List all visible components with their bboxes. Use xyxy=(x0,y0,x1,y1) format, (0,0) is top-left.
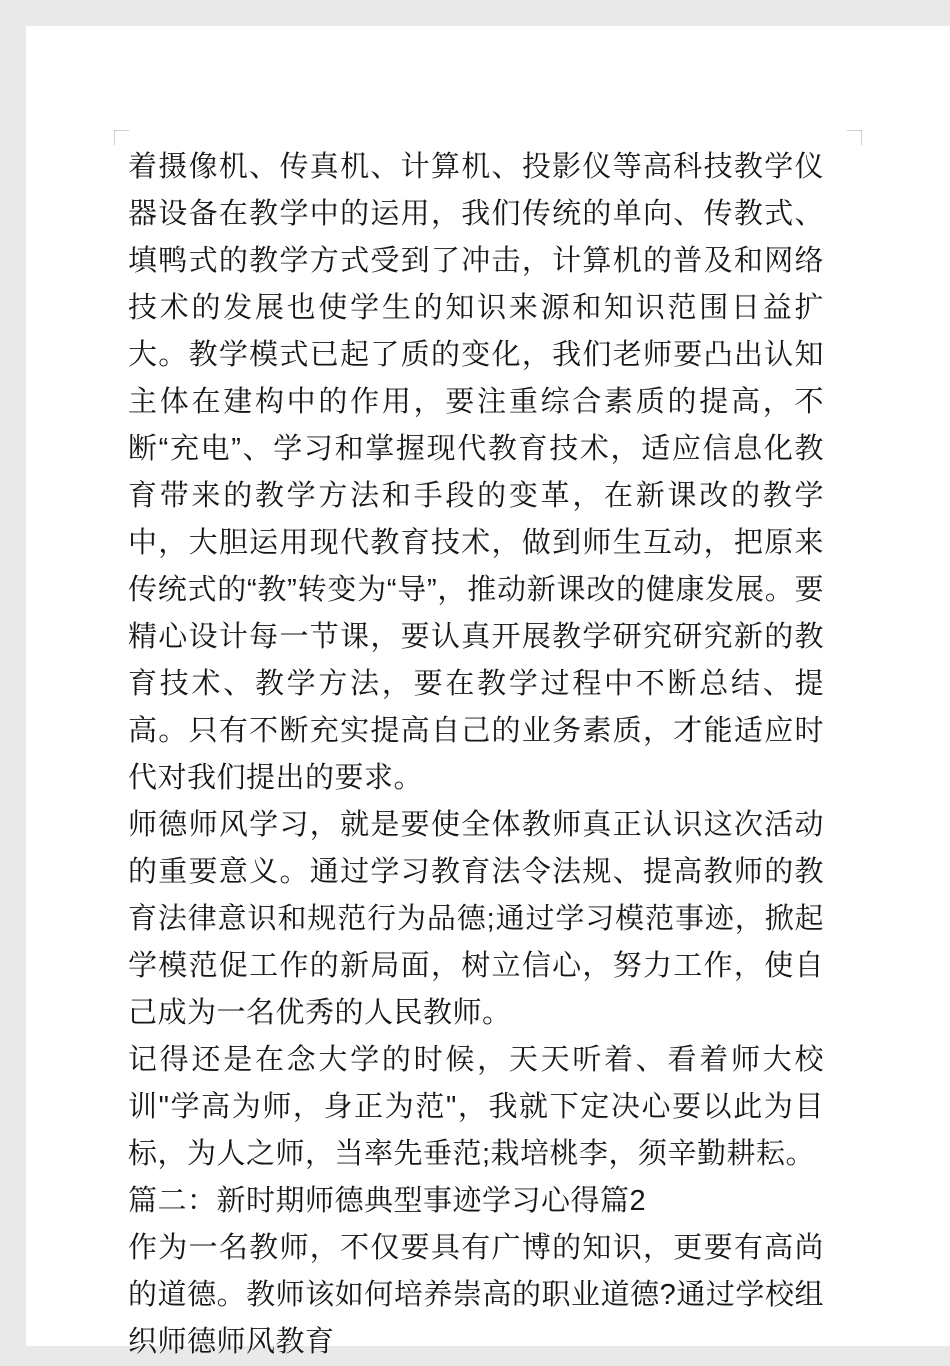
paragraph: 记得还是在念大学的时候，天天听着、看着师大校训"学高为师，身正为范"，我就下定决心要以此为目标，为人之师，当率先垂范;栽培桃李，须辛勤耕耘。 xyxy=(128,1044,824,1170)
margin-corner-mark xyxy=(114,130,129,145)
paragraph: 着摄像机、传真机、计算机、投影仪等高科技教学仪器设备在教学中的运用，我们传统的单向、传教式、填鸭式的教学方式受到了冲击，计算机的普及和网络技术的发展也使学生的知识来源和知识范围日益扩大。教学模式已起了质的变化，我们老师要凸出认知主体在建构中的作用，要注重综合素质的提高，不断“充电”、学习和掌握现代教育技术，适应信息化教育带来的教学方法和手段的变革，在新课改的教学中，大胆运用现代教育技术，做到师生互动，把原来传统式的“教”转变为“导”，推动新课改的健康发展。要精心设计每一节课，要认真开展教学研究研究新的教育技术、教学方法，要在教学过程中不断总结、提高。只有不断充实提高自己的业务素质，才能适应时代对我们提出的要求。 xyxy=(128,151,824,794)
paragraph: 作为一名教师，不仅要具有广博的知识，更要有高尚的道德。教师该如何培养崇高的职业道德?通过学校组织师德师风教育 xyxy=(128,1232,824,1358)
document-page xyxy=(26,26,950,1358)
paragraph-section-heading: 篇二：新时期师德典型事迹学习心得篇2 xyxy=(128,1185,647,1217)
document-content xyxy=(128,144,824,1366)
paragraph: 师德师风学习，就是要使全体教师真正认识这次活动的重要意义。通过学习教育法令法规、提高教师的教育法律意识和规范行为品德;通过学习模范事迹，掀起学模范促工作的新局面，树立信心，努力工作，使自己成为一名优秀的人民教师。 xyxy=(128,809,824,1029)
margin-corner-mark xyxy=(847,130,862,145)
